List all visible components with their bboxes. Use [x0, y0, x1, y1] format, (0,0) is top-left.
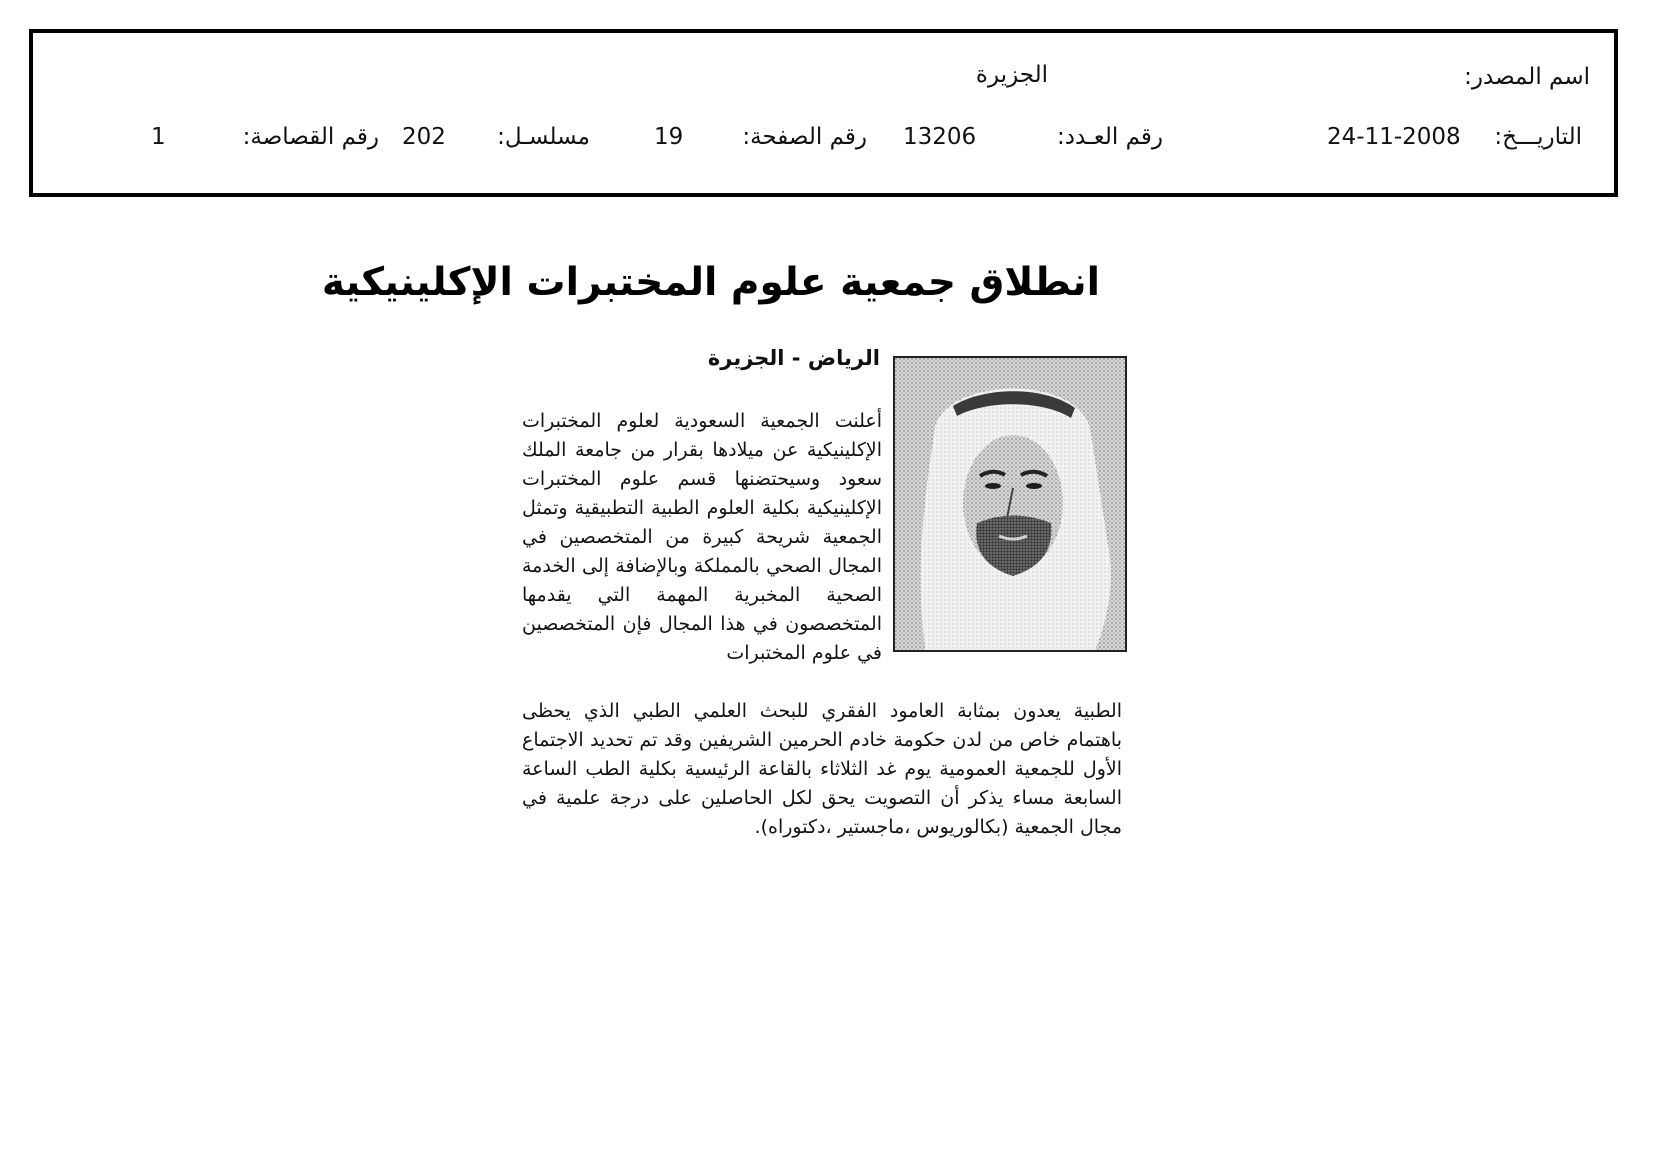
issue-value: 13206: [903, 124, 977, 150]
page-value: 19: [654, 124, 684, 150]
issue-label: رقم العـدد:: [1056, 124, 1163, 150]
page-label: رقم الصفحة:: [742, 124, 867, 150]
serial-label: مسلسـل:: [497, 124, 590, 150]
serial-value: 202: [402, 124, 446, 150]
date-label: التاريـــخ:: [1494, 124, 1582, 150]
clip-label: رقم القصاصة:: [242, 124, 379, 150]
article-dateline: الرياض - الجزيرة: [707, 346, 880, 370]
date-value: 24-11-2008: [1327, 124, 1461, 150]
article-body-part-1: أعلنت الجمعية السعودية لعلوم المختبرات الإكلينيكية عن ميلادها بقرار من جامعة الملك سعود وسيحتضنها قسم علوم المختبرات الإكلينيكية بكلية العلوم الطبية التطبيقية وتمثل الجمعية شريحة كبيرة من المتخصصين في المجال الصحي بالمملكة وبالإضافة إلى الخدمة الصحية المخبرية المهمة التي يقدمها المتخصصون في هذا المجال فإن المتخصصين في علوم المختبرات: [522, 410, 882, 664]
source-label: اسم المصدر:: [1464, 64, 1590, 90]
clip-value: 1: [151, 124, 166, 150]
clipping-header-box: [29, 29, 1618, 197]
article-headline: انطلاق جمعية علوم المختبرات الإكلينيكية: [321, 260, 1100, 305]
article-body-part-2: الطبية يعدون بمثابة العامود الفقري للبحث العلمي الطبي الذي يحظى باهتمام خاص من لدن حكومة خادم الحرمين الشريفين وقد تم تحديد الاجتماع الأول للجمعية العمومية يوم غد الثلاثاء بالقاعة الرئيسية بكلية الطب الساعة السابعة مساء يذكر أن التصويت يحق لكل الحاصلين على درجة علمية في مجال الجمعية (بكالوريوس ،ماجستير ،دكتوراه).: [522, 700, 1122, 838]
source-value: الجزيرة: [975, 62, 1048, 88]
author-photo: [893, 356, 1127, 652]
